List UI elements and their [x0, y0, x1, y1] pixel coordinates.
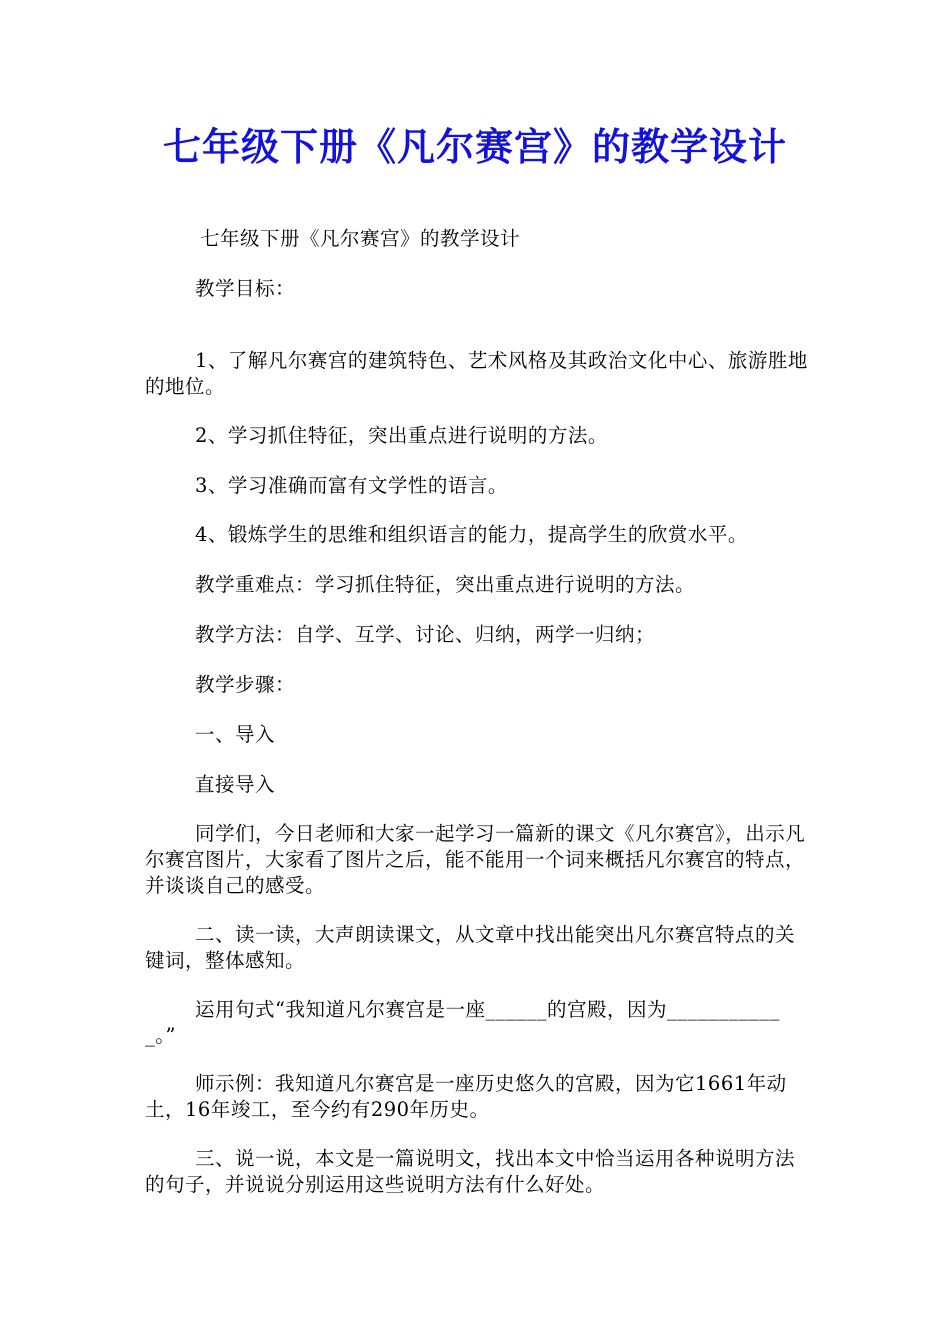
paragraph-key-points: 教学重难点：学习抓住特征，突出重点进行说明的方法。 — [195, 573, 696, 596]
document-title: 七年级下册《凡尔赛宫》的教学设计 — [162, 125, 787, 169]
paragraph-sentence-pattern: 运用句式“我知道凡尔赛宫是一座______的宫殿，因为____________。” — [145, 998, 780, 1047]
paragraph-teaching-methods: 教学方法：自学、互学、讨论、归纳，两学一归纳； — [195, 623, 656, 646]
paragraph-goal-2: 2、学习抓住特征，突出重点进行说明的方法。 — [195, 424, 608, 447]
paragraph-goal-1: 1、了解凡尔赛宫的建筑特色、艺术风格及其政治文化中心、旅游胜地的地位。 — [145, 349, 808, 398]
paragraph-teacher-example: 师示例：我知道凡尔赛宫是一座历史悠久的宫殿，因为它1661年动土，16年竣工，至今约有290年历史。 — [145, 1072, 787, 1121]
paragraph-step-2: 二、读一读，大声朗读课文，从文章中找出能突出凡尔赛宫特点的关键词，整体感知。 — [145, 923, 796, 972]
paragraph-teaching-steps: 教学步骤： — [195, 673, 296, 696]
paragraph-step-1-heading: 一、导入 — [195, 723, 276, 746]
paragraph-teaching-goals: 教学目标： — [195, 277, 296, 300]
subtitle-paragraph: 七年级下册《凡尔赛宫》的教学设计 — [200, 227, 521, 250]
paragraph-goal-3: 3、学习准确而富有文学性的语言。 — [195, 474, 508, 497]
paragraph-step-3: 三、说一说，本文是一篇说明文，找出本文中恰当运用各种说明方法的句子，并说说分别运用这些说明方法有什么好处。 — [145, 1147, 796, 1196]
paragraph-intro-body: 同学们，今日老师和大家一起学习一篇新的课文《凡尔赛宫》，出示凡尔赛宫图片，大家看了图片之后，能不能用一个词来概括凡尔赛宫的特点，并谈谈自己的感受。 — [145, 822, 806, 897]
paragraph-direct-intro: 直接导入 — [195, 773, 276, 796]
paragraph-goal-4: 4、锻炼学生的思维和组织语言的能力，提高学生的欣赏水平。 — [195, 523, 748, 546]
